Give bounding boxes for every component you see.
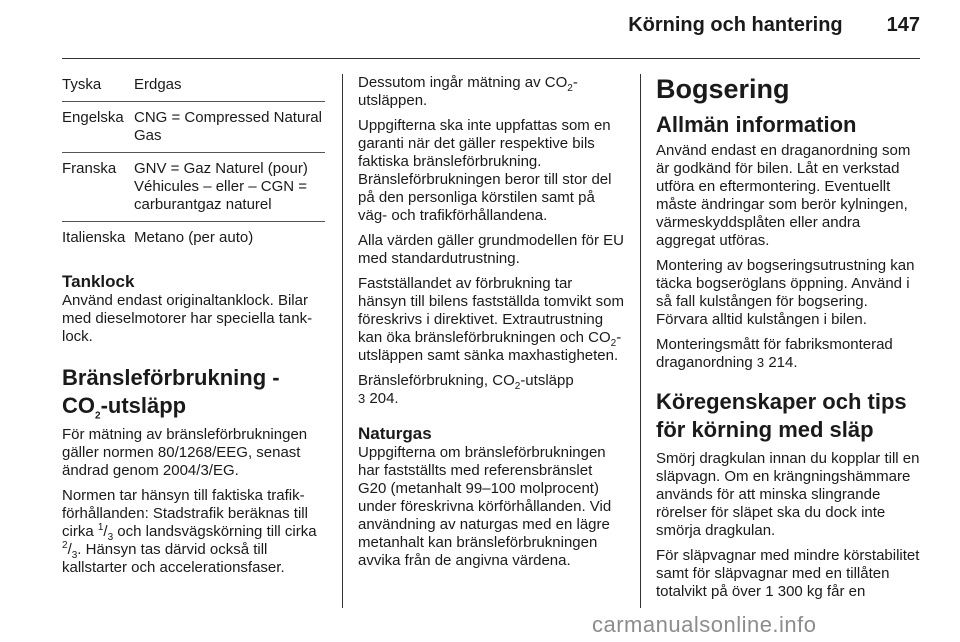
table-cell-value: Erdgas <box>134 76 182 93</box>
table-row <box>62 74 325 102</box>
trailer-driving-heading: Köregenskaper och tips för körning med släp <box>656 389 907 442</box>
text-part: -utsläppen samt sänka maxhastigheten. <box>358 329 622 364</box>
watermark: carmanualsonline.info <box>592 612 817 637</box>
fuel-heading-subscript: 2 <box>95 410 101 422</box>
eu-values-text: Alla värden gäller grundmodellen för EU med standardutrustning. <box>358 232 624 267</box>
subscript: 2 <box>514 381 521 392</box>
weight-text <box>358 275 624 365</box>
chapter-title: Körning och hantering <box>628 14 843 36</box>
text-part: Fastställandet av förbrukning tar hänsyn till bilens fastställda tomvikt som föreskrivs i direktivet. Extrautrustning kan öka bränsleförbrukningen och CO <box>358 275 624 346</box>
fuel-paragraph-1: För mätning av bränsleförbrukningen gäller normen 80/1268/EEG, senast ändrad genom 2004/3/EG. <box>62 426 308 479</box>
trailer-paragraph-2: För släpvagnar med mindre körstabilitet samt för släpvagnar med en tillåten totalvikt på över 1 300 kg får en <box>656 547 920 600</box>
fraction-2-denominator: 3 <box>71 550 78 561</box>
fuel-p2-part-a: Normen tar hänsyn till faktiska trafikförhållanden: Stadstrafik beräknas till cirka <box>62 487 308 540</box>
text-part: -utsläppen. <box>358 74 578 109</box>
column-middle <box>358 74 624 577</box>
table-row <box>62 153 325 222</box>
column-left <box>62 74 325 584</box>
subscript: 2 <box>567 83 573 94</box>
column-divider-1 <box>342 74 343 608</box>
fuel-p2-part-b: och landsvägskörning till cirka <box>113 523 317 540</box>
table-cell-value: GNV = Gaz Naturel (pour) Véhicules – eller – CGN = carburantgaz naturel <box>134 153 325 222</box>
naturgas-text: Uppgifterna om bränsleförbrukningen har fastställts med referensbränslet G20 (metanhalt 99–100 molprocent) under föreskrivna körförhållanden. Vid användning av naturgas med en lägre metanhalt kan bränsleförbrukningen avvika från de angivna värdena. <box>358 444 612 569</box>
fraction-2-numerator: 2 <box>62 540 68 551</box>
text-part: Dessutom ingår mätning av CO <box>358 74 568 91</box>
towing-paragraph-2: Montering av bogseringsutrustning kan täcka bogseröglans öppning. Använd i så fall kulstången för bogsering. Förvara alltid kulstången i bilen. <box>656 257 915 328</box>
naturgas-heading: Naturgas <box>358 424 432 443</box>
general-info-heading: Allmän information <box>656 112 857 137</box>
table-cell-language: Engelska <box>62 102 134 153</box>
header-rule <box>62 58 920 59</box>
text-part: -utsläpp <box>520 372 574 389</box>
table-cell-language: Italienska <box>62 222 134 255</box>
text-part: Bränsleförbrukning, CO <box>358 372 515 389</box>
tanklock-heading: Tanklock <box>62 272 135 291</box>
subscript: 2 <box>610 338 617 349</box>
table-cell-value: Metano (per auto) <box>134 222 325 255</box>
fuel-heading-part-a: Bränsleförbrukning - CO <box>62 365 280 418</box>
page-reference-link[interactable]: 214. <box>768 354 798 371</box>
page-number: 147 <box>886 14 920 36</box>
table-cell-language: Franska <box>62 153 134 222</box>
table-cell-value: CNG = Compressed Natural Gas <box>134 102 325 153</box>
fuel-name-table <box>62 74 325 254</box>
table-row <box>62 222 325 255</box>
table-row <box>62 102 325 153</box>
fuel-consumption-heading <box>62 364 325 420</box>
text-part: Monteringsmått för fabriksmonterad draganordning <box>656 336 893 371</box>
tanklock-text: Använd endast originaltanklock. Bilar med dieselmotorer har speciella tanklock. <box>62 292 313 345</box>
towing-heading: Bogsering <box>656 74 790 104</box>
reference-arrow-icon: 3 <box>756 355 765 370</box>
towing-paragraph-3 <box>656 336 922 372</box>
fraction-1-numerator: 1 <box>97 522 104 533</box>
page-header <box>628 14 920 37</box>
towing-paragraph-1: Använd endast en draganordning som är godkänd för bilen. Låt en verkstad utföra en eftermontering. Eventuellt måste ändringar som berör kylningen, värmeskyddsplåten eller andra aggregat utföras. <box>656 142 911 249</box>
reference-arrow-icon: 3 <box>358 391 366 406</box>
table-cell-language: Tyska <box>62 76 102 93</box>
cross-reference <box>358 372 624 408</box>
guarantee-text: Uppgifterna ska inte uppfattas som en garanti när det gäller respektive bils faktiska bränsleförbrukning. Bränsleförbrukningen beror till stor del på den personliga körstilen samt på väg- och trafikförhållandena. <box>358 117 612 224</box>
fuel-heading-part-b: -utsläpp <box>100 393 187 418</box>
fuel-p2-part-c: . Hänsyn tas därvid också till kallstarter och accelerationsfaser. <box>62 541 285 576</box>
co2-measurement-text <box>358 74 624 110</box>
fuel-paragraph-2: Normen tar hänsyn till faktiska trafikförhållanden: Stadstrafik beräknas till cirka $^1/_3$ och landsvägskörning till cirka $^2/_3$. Hänsyn tas därvid också till kallstarter och accelerationsfaser. <box>62 487 317 576</box>
page-reference-link[interactable]: 204. <box>369 390 399 407</box>
column-right <box>656 74 922 608</box>
fraction-1-denominator: 3 <box>107 532 114 543</box>
column-divider-2 <box>640 74 641 608</box>
trailer-paragraph-1: Smörj dragkulan innan du kopplar till en släpvagn. Om en krängningshämmare används för att minska slingrande rörelser för släpet ska du dock inte smörja dragkulan. <box>656 450 920 539</box>
